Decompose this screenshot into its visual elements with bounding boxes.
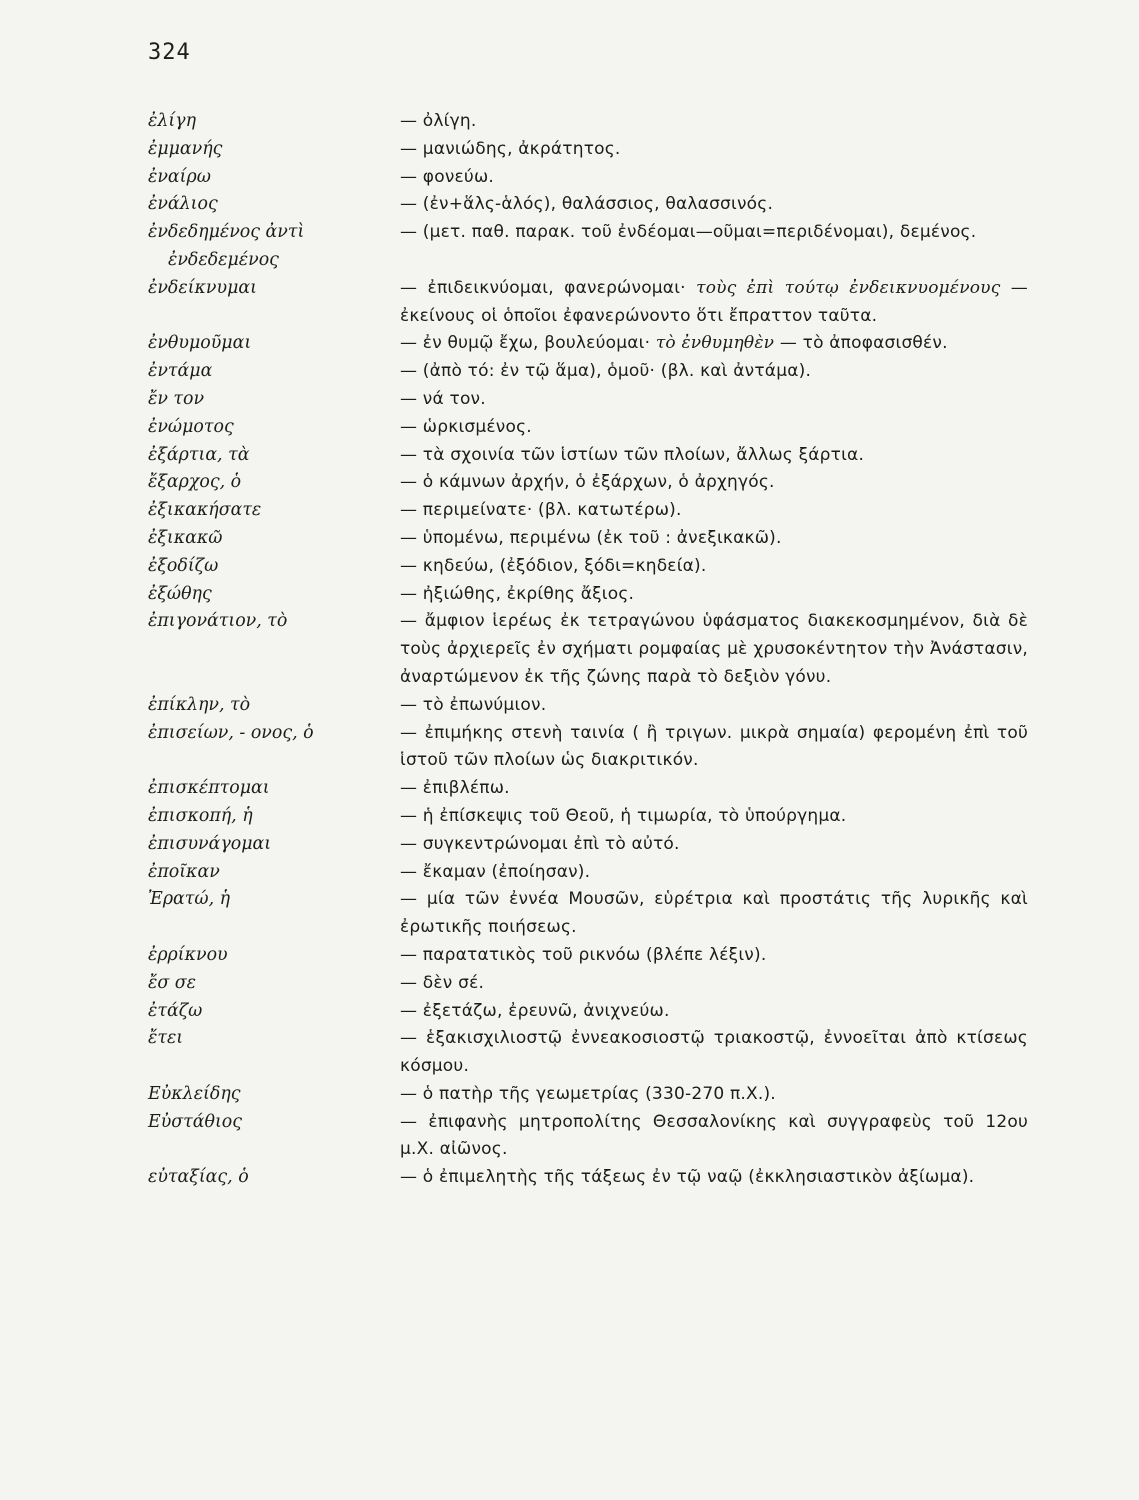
- definition-text: — (μετ. παθ. παρακ. τοῦ ἐνδέομαι—οῦμαι=περιδένομαι), δεμένος.: [400, 222, 977, 243]
- definition-text: — τὰ σχοινία τῶν ἱστίων τῶν πλοίων, ἄλλως ξάρτια.: [400, 444, 865, 465]
- glossary-entry: [148, 720, 1028, 776]
- page-number: 324: [148, 40, 191, 65]
- definition-text: — ἐπιβλέπω.: [400, 778, 510, 799]
- definition-text: — ἐπιμήκης στενὴ ταινία ( ἢ τριγων. μικρὰ σημαία) φερομένη ἐπὶ τοῦ ἱστοῦ τῶν πλοίων ὡς διακριτικόν.: [400, 722, 1028, 771]
- entry-definition: [400, 164, 1028, 192]
- term-text: ἐπισείων, - ονος, ὁ: [148, 722, 314, 743]
- entry-definition: [400, 1109, 1028, 1165]
- term-text: ἔξαρχος, ὁ: [148, 472, 242, 493]
- entry-definition: [400, 219, 1028, 247]
- entry-definition: [400, 386, 1028, 414]
- definition-text: — συγκεντρώνομαι ἐπὶ τὸ αὐτό.: [400, 833, 680, 854]
- entry-term: [148, 164, 400, 192]
- entry-term: [148, 775, 400, 803]
- term-text: ἔν τον: [148, 388, 205, 409]
- definition-text: — ἑξακισχιλιοστῷ ἐννεακοσιοστῷ τριακοστῷ, ἐννοεῖται ἀπὸ κτίσεως κόσμου.: [400, 1028, 1028, 1077]
- definition-text: — ὡρκισμένος.: [400, 416, 532, 437]
- definition-text: — ὁ κάμνων ἀρχήν, ὁ ἐξάρχων, ὁ ἀρχηγός.: [400, 472, 775, 493]
- term-text: ἐπισκοπή, ἡ: [148, 805, 253, 826]
- glossary-entry: [148, 1164, 1028, 1192]
- entry-term: [148, 720, 400, 748]
- glossary-entry: [148, 358, 1028, 386]
- definition-text: — ἡ ἐπίσκεψις τοῦ Θεοῦ, ἡ τιμωρία, τὸ ὑπούργημα.: [400, 805, 847, 826]
- definition-text: — ἐπιφανὴς μητροπολίτης Θεσσαλονίκης καὶ συγγραφεὺς τοῦ 12ου μ.Χ. αἰῶνος.: [400, 1111, 1028, 1160]
- term-text: Εὐστάθιος: [148, 1111, 243, 1132]
- glossary-entry: [148, 942, 1028, 970]
- entry-term: [148, 1164, 400, 1192]
- term-text-continued: ἐνδεδεμένος: [168, 249, 279, 270]
- entry-term: [148, 970, 400, 998]
- definition-text: — δὲν σέ.: [400, 972, 485, 993]
- entry-term: [148, 553, 400, 581]
- entry-term: [148, 330, 400, 358]
- entry-term: [148, 469, 400, 497]
- entry-term: [148, 608, 400, 636]
- entry-term: [148, 1025, 400, 1053]
- entry-definition: [400, 275, 1028, 331]
- definition-text: — μία τῶν ἐννέα Μουσῶν, εὑρέτρια καὶ προστάτις τῆς λυρικῆς καὶ ἐρωτικῆς ποιήσεως.: [400, 889, 1028, 938]
- glossary-entry: [148, 414, 1028, 442]
- entry-term: [148, 525, 400, 553]
- entry-term: [148, 275, 400, 303]
- entry-term: [148, 1081, 400, 1109]
- term-text: ἐπισκέπτομαι: [148, 778, 270, 799]
- entry-term: [148, 942, 400, 970]
- definition-text: — ἐν θυμῷ ἔχω, βουλεύομαι·: [400, 333, 651, 354]
- definition-text: — περιμείνατε· (βλ. κατωτέρω).: [400, 500, 682, 521]
- entry-definition: [400, 886, 1028, 942]
- glossary-entry: [148, 803, 1028, 831]
- entry-term: [148, 358, 400, 386]
- glossary-entry: [148, 442, 1028, 470]
- entry-definition: [400, 803, 1028, 831]
- term-text: ἐνώμοτος: [148, 416, 234, 437]
- definition-text: — νά τον.: [400, 388, 486, 409]
- definition-text-continued: — τὸ ἀποφασισθέν.: [779, 333, 948, 354]
- entry-definition: [400, 998, 1028, 1026]
- entry-definition: [400, 831, 1028, 859]
- term-text: εὐταξίας, ὁ: [148, 1167, 249, 1188]
- glossary-entry: [148, 164, 1028, 192]
- entry-term: [148, 886, 400, 914]
- glossary-entry: [148, 692, 1028, 720]
- term-text: ἐξοδίζω: [148, 555, 219, 576]
- definition-text: — ὁ πατὴρ τῆς γεωμετρίας (330-270 π.Χ.).: [400, 1083, 776, 1104]
- term-text: ἐναίρω: [148, 166, 211, 187]
- entry-term: [148, 859, 400, 887]
- term-text: ἐπιγονάτιον, τὸ: [148, 611, 288, 632]
- entry-definition: [400, 442, 1028, 470]
- term-text: ἐντάμα: [148, 361, 213, 382]
- glossary-entry: [148, 219, 1028, 275]
- glossary-entry: [148, 525, 1028, 553]
- entry-definition: [400, 608, 1028, 691]
- term-text: ἐτάζω: [148, 1000, 203, 1021]
- definition-text: — τὸ ἐπωνύμιον.: [400, 694, 547, 715]
- entry-term: [148, 442, 400, 470]
- definition-text: — μανιώδης, ἀκράτητος.: [400, 138, 621, 159]
- glossary-entry: [148, 998, 1028, 1026]
- term-text: ἐξώθης: [148, 583, 212, 604]
- entry-term: [148, 414, 400, 442]
- glossary-entry: [148, 581, 1028, 609]
- entry-definition: [400, 859, 1028, 887]
- definition-quote: τοὺς ἐπὶ τούτῳ ἐνδεικνυομένους: [696, 277, 1001, 298]
- entry-definition: [400, 414, 1028, 442]
- term-text: ἐπισυνάγομαι: [148, 833, 272, 854]
- term-text: ἔσ σε: [148, 972, 196, 993]
- entry-definition: [400, 720, 1028, 776]
- glossary-entry: [148, 191, 1028, 219]
- entry-term: [148, 692, 400, 720]
- term-text: ἐρρίκνου: [148, 944, 228, 965]
- glossary-entry: [148, 275, 1028, 331]
- term-text: ἐνάλιος: [148, 194, 218, 215]
- definition-text: — ἐξετάζω, ἐρευνῶ, ἀνιχνεύω.: [400, 1000, 670, 1021]
- entry-definition: [400, 1081, 1028, 1109]
- definition-text: — ἔκαμαν (ἐποίησαν).: [400, 861, 591, 882]
- term-text: ἐπίκλην, τὸ: [148, 694, 251, 715]
- definition-text: — ἄμφιον ἱερέως ἐκ τετραγώνου ὑφάσματος διακεκοσμημένον, διὰ δὲ τοὺς ἀρχιερεῖς ἐν σχήματι ρομφαίας μὲ χρυσοκέντητον τὴν Ἀνάστασιν, ἀναρτώμενον ἐκ τῆς ζώνης παρὰ τὸ δεξιὸν γόνυ.: [400, 611, 1028, 687]
- definition-text: — (ἐν+ἅλς-ἁλός), θαλάσσιος, θαλασσινός.: [400, 194, 774, 215]
- glossary-entry: [148, 497, 1028, 525]
- entry-term: [148, 998, 400, 1026]
- term-text: ἐξικακήσατε: [148, 500, 262, 521]
- glossary-entry: [148, 136, 1028, 164]
- term-text: Ἐρατώ, ἡ: [148, 889, 231, 910]
- entry-definition: [400, 692, 1028, 720]
- term-text: ἐξικακῶ: [148, 527, 223, 548]
- glossary-entry: [148, 831, 1028, 859]
- entry-definition: [400, 970, 1028, 998]
- definition-text-continued: —ἐκείνους οἱ ὁποῖοι ἐφανερώνοντο ὅτι ἔπραττον ταῦτα.: [400, 277, 1028, 326]
- entry-definition: [400, 581, 1028, 609]
- definition-text: — ὑπομένω, περιμένω (ἐκ τοῦ : ἀνεξικακῶ).: [400, 527, 782, 548]
- entry-term: [148, 136, 400, 164]
- term-text: ἐλίγη: [148, 111, 196, 131]
- entry-definition: [400, 1025, 1028, 1081]
- term-text: ἐνδείκνυμαι: [148, 277, 257, 298]
- entry-definition: [400, 191, 1028, 219]
- term-text: Εὐκλείδης: [148, 1083, 241, 1104]
- entry-term: [148, 831, 400, 859]
- entry-definition: [400, 942, 1028, 970]
- entry-term: [148, 386, 400, 414]
- definition-text: — παρατατικὸς τοῦ ρικνόω (βλέπε λέξιν).: [400, 944, 767, 965]
- entry-term: [148, 497, 400, 525]
- glossary-entry: [148, 970, 1028, 998]
- glossary-entry: [148, 1025, 1028, 1081]
- glossary-entry: [148, 1081, 1028, 1109]
- glossary: [148, 108, 1028, 1192]
- term-text: ἐμμανής: [148, 138, 223, 159]
- entry-definition: [400, 1164, 1028, 1192]
- glossary-entry: [148, 553, 1028, 581]
- term-text: ἐποῖκαν: [148, 861, 220, 882]
- term-text: ἔτει: [148, 1028, 184, 1049]
- definition-quote: τὸ ἐνθυμηθὲν: [655, 333, 775, 354]
- entry-term: [148, 108, 400, 136]
- term-text: ἐνθυμοῦμαι: [148, 333, 252, 354]
- entry-term: [148, 581, 400, 609]
- glossary-entry: [148, 775, 1028, 803]
- term-text: ἐνδεδημένος ἀντὶ: [148, 222, 305, 243]
- glossary-entry: [148, 859, 1028, 887]
- entry-definition: [400, 525, 1028, 553]
- entry-definition: [400, 136, 1028, 164]
- definition-text: — (ἀπὸ τό: ἐν τῷ ἅμα), ὁμοῦ· (βλ. καὶ ἀντάμα).: [400, 361, 812, 382]
- term-text: ἐξάρτια, τὰ: [148, 444, 250, 465]
- entry-term: [148, 1109, 400, 1137]
- entry-term: [148, 191, 400, 219]
- entry-definition: [400, 469, 1028, 497]
- definition-text: — ἠξιώθης, ἐκρίθης ἄξιος.: [400, 583, 635, 604]
- entry-definition: [400, 108, 1028, 136]
- definition-text: — ὀλίγη.: [400, 111, 477, 131]
- entry-term: [148, 803, 400, 831]
- entry-definition: [400, 497, 1028, 525]
- glossary-entry: [148, 608, 1028, 691]
- definition-text: — ὁ ἐπιμελητὴς τῆς τάξεως ἐν τῷ ναῷ (ἐκκλησιαστικὸν ἀξίωμα).: [400, 1167, 975, 1188]
- glossary-entry: [148, 1109, 1028, 1165]
- definition-text: — φονεύω.: [400, 166, 494, 187]
- definition-text: — κηδεύω, (ἐξόδιον, ξόδι=κηδεία).: [400, 555, 707, 576]
- glossary-entry: [148, 330, 1028, 358]
- entry-definition: [400, 358, 1028, 386]
- glossary-entry: [148, 886, 1028, 942]
- entry-definition: [400, 330, 1028, 358]
- glossary-entry: [148, 386, 1028, 414]
- entry-definition: [400, 553, 1028, 581]
- definition-text: — ἐπιδεικνύομαι, φανερώνομαι·: [400, 277, 686, 298]
- entry-definition: [400, 775, 1028, 803]
- glossary-entry: [148, 469, 1028, 497]
- entry-term: [148, 219, 400, 275]
- glossary-entry: [148, 108, 1028, 136]
